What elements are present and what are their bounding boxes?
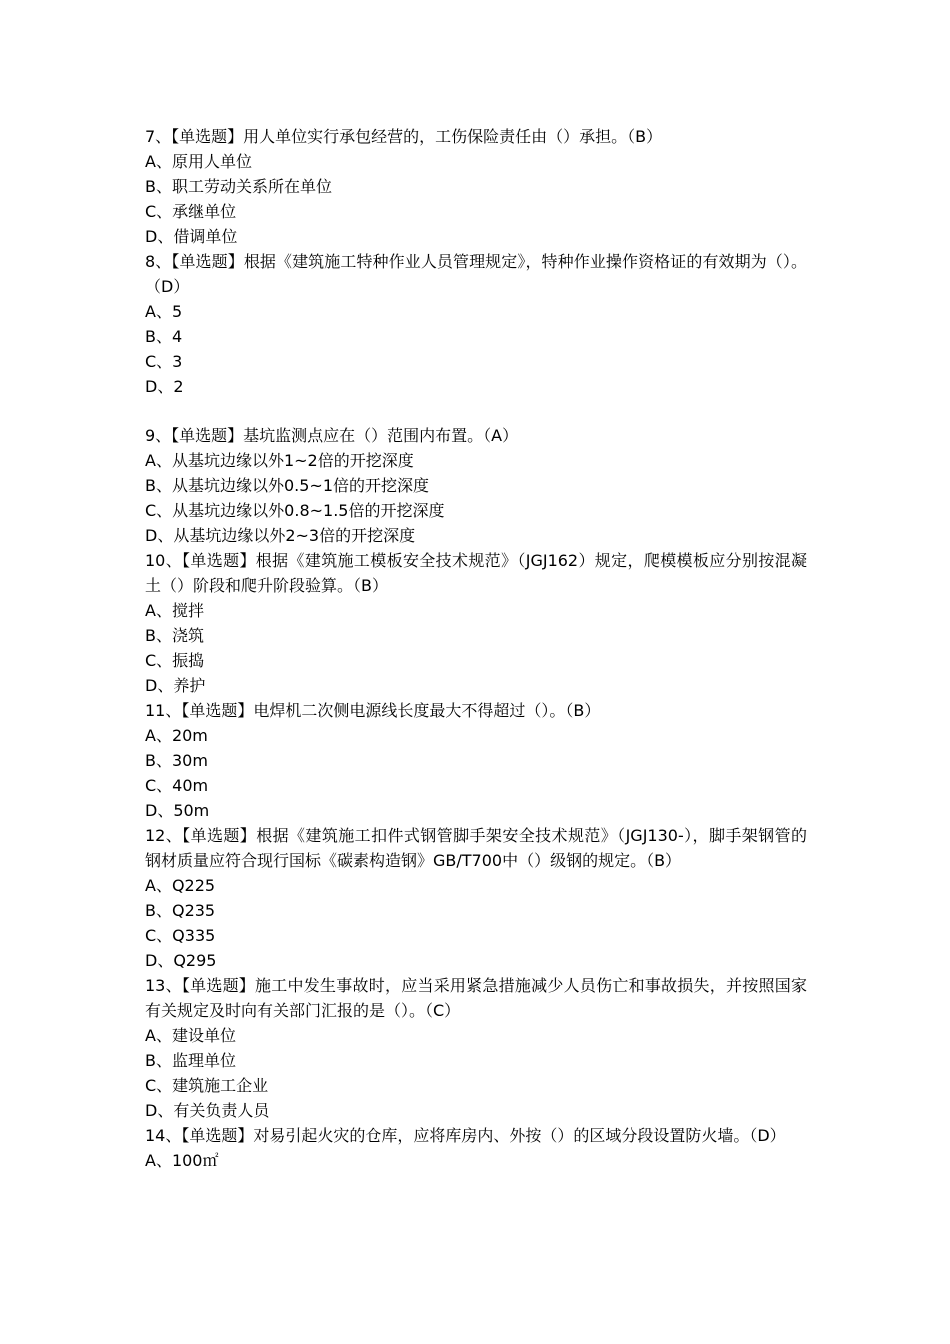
- question-text: 9、【单选题】基坑监测点应在（）范围内布置。（A）: [145, 426, 519, 445]
- option-d: D、50m: [145, 801, 210, 820]
- option-d: D、养护: [145, 676, 206, 695]
- option-a: A、从基坑边缘以外1~2倍的开挖深度: [145, 451, 414, 470]
- option-d: D、借调单位: [145, 227, 238, 246]
- option-d: D、Q295: [145, 951, 217, 970]
- option-b: B、30m: [145, 751, 208, 770]
- document-page: [145, 124, 807, 1173]
- option-a: A、20m: [145, 726, 208, 745]
- option-b: B、浇筑: [145, 626, 204, 645]
- question-text: 11、【单选题】电焊机二次侧电源线长度最大不得超过（）。（B）: [145, 701, 601, 720]
- question-8: [145, 249, 807, 399]
- option-a: A、建设单位: [145, 1026, 236, 1045]
- option-c: C、建筑施工企业: [145, 1076, 269, 1095]
- question-text: 12、【单选题】根据《建筑施工扣件式钢管脚手架安全技术规范》（JGJ130-），脚手架钢管的钢材质量应符合现行国标《碳素构造钢》GB/T700中（）级钢的规定。（B）: [145, 826, 807, 870]
- option-a: A、100㎡: [145, 1151, 219, 1170]
- question-9: [145, 423, 807, 548]
- option-c: C、振捣: [145, 651, 205, 670]
- question-7: [145, 124, 807, 249]
- option-b: B、职工劳动关系所在单位: [145, 177, 332, 196]
- option-b: B、4: [145, 327, 183, 346]
- option-b: B、从基坑边缘以外0.5~1倍的开挖深度: [145, 476, 430, 495]
- option-d: D、有关负责人员: [145, 1101, 270, 1120]
- question-text: 13、【单选题】施工中发生事故时，应当采用紧急措施减少人员伤亡和事故损失，并按照国家有关规定及时向有关部门汇报的是（）。（C）: [145, 976, 807, 1020]
- option-a: A、Q225: [145, 876, 216, 895]
- option-a: A、原用人单位: [145, 152, 252, 171]
- option-b: B、监理单位: [145, 1051, 236, 1070]
- question-text: 14、【单选题】对易引起火灾的仓库，应将库房内、外按（）的区域分段设置防火墙。（D）: [145, 1126, 786, 1145]
- option-c: C、从基坑边缘以外0.8~1.5倍的开挖深度: [145, 501, 445, 520]
- question-12: [145, 823, 807, 973]
- option-a: A、搅拌: [145, 601, 204, 620]
- option-b: B、Q235: [145, 901, 216, 920]
- question-14: [145, 1123, 807, 1173]
- option-d: D、从基坑边缘以外2~3倍的开挖深度: [145, 526, 416, 545]
- option-d: D、2: [145, 377, 184, 396]
- question-text: 8、【单选题】根据《建筑施工特种作业人员管理规定》，特种作业操作资格证的有效期为（）。（D）: [145, 252, 807, 296]
- question-11: [145, 698, 807, 823]
- option-c: C、承继单位: [145, 202, 237, 221]
- option-a: A、5: [145, 302, 183, 321]
- question-13: [145, 973, 807, 1123]
- question-text: 7、【单选题】用人单位实行承包经营的，工伤保险责任由（）承担。（B）: [145, 127, 663, 146]
- option-c: C、3: [145, 352, 183, 371]
- question-10: [145, 548, 807, 698]
- question-text: 10、【单选题】根据《建筑施工模板安全技术规范》（JGJ162）规定，爬模模板应分别按混凝土（）阶段和爬升阶段验算。（B）: [145, 551, 807, 595]
- paragraph-gap: [145, 399, 807, 423]
- option-c: C、Q335: [145, 926, 216, 945]
- option-c: C、40m: [145, 776, 209, 795]
